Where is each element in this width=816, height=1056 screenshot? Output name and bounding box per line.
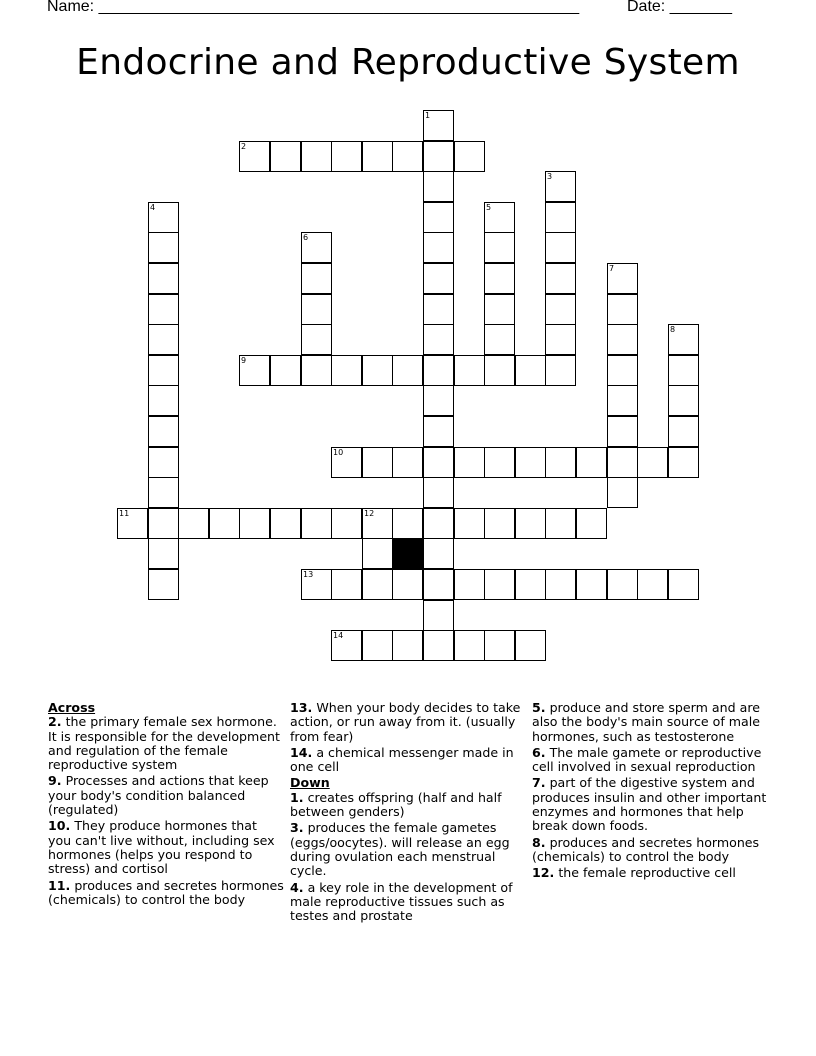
grid-cell[interactable]	[331, 355, 362, 386]
grid-cell[interactable]	[423, 447, 454, 478]
grid-cell[interactable]	[607, 569, 638, 600]
grid-cell[interactable]	[668, 385, 699, 416]
grid-cell[interactable]	[454, 630, 485, 661]
grid-cell[interactable]	[331, 141, 362, 172]
grid-cell[interactable]	[331, 630, 362, 661]
grid-cell[interactable]	[331, 569, 362, 600]
grid-block-cell	[392, 538, 423, 569]
grid-cell[interactable]	[392, 141, 423, 172]
clue-number: 2	[241, 142, 247, 151]
grid-cell[interactable]	[607, 447, 638, 478]
grid-cell[interactable]	[454, 447, 485, 478]
grid-cell[interactable]	[668, 447, 699, 478]
clue-column-1	[48, 701, 284, 909]
grid-cell[interactable]	[545, 202, 576, 233]
grid-cell[interactable]	[392, 630, 423, 661]
grid-cell[interactable]	[545, 324, 576, 355]
grid-cell[interactable]	[607, 263, 638, 294]
grid-cell[interactable]	[392, 355, 423, 386]
grid-cell[interactable]	[576, 447, 607, 478]
grid-cell[interactable]	[209, 508, 240, 539]
grid-cell[interactable]	[423, 508, 454, 539]
grid-cell[interactable]	[148, 202, 179, 233]
grid-cell[interactable]	[148, 263, 179, 294]
grid-cell[interactable]	[392, 508, 423, 539]
grid-cell[interactable]	[484, 263, 515, 294]
page-title: Endocrine and Reproductive System	[76, 42, 740, 83]
clue-down-6: 6. The male gamete or reproductive cell involved in sexual reproduction	[532, 744, 762, 775]
grid-cell[interactable]	[362, 508, 393, 539]
clue-column-2	[290, 701, 526, 925]
grid-cell[interactable]	[484, 324, 515, 355]
clue-down-5: 5. produce and store sperm and are also the body's main source of male hormones, such as testosterone	[532, 700, 760, 744]
clue-column-3	[532, 701, 772, 883]
clue-number: 3	[547, 172, 553, 181]
grid-cell[interactable]	[423, 324, 454, 355]
grid-cell[interactable]	[545, 569, 576, 600]
grid-cell[interactable]	[362, 630, 393, 661]
grid-cell[interactable]	[423, 110, 454, 141]
grid-cell[interactable]	[454, 508, 485, 539]
grid-cell[interactable]	[607, 355, 638, 386]
grid-cell[interactable]	[270, 141, 301, 172]
clue-down-3: 3. produces the female gametes (eggs/oocytes). will release an egg during ovulation each menstrual cycle.	[290, 820, 510, 879]
name-field-label[interactable]: Name: ______________________________________________________	[47, 0, 580, 15]
grid-cell[interactable]	[515, 569, 546, 600]
clue-number: 5	[486, 203, 492, 212]
grid-cell[interactable]	[484, 508, 515, 539]
grid-cell[interactable]	[515, 447, 546, 478]
grid-cell[interactable]	[484, 630, 515, 661]
grid-cell[interactable]	[454, 355, 485, 386]
grid-cell[interactable]	[148, 508, 179, 539]
grid-cell[interactable]	[423, 202, 454, 233]
grid-cell[interactable]	[239, 355, 270, 386]
grid-cell[interactable]	[331, 447, 362, 478]
grid-cell[interactable]	[301, 294, 332, 325]
grid-cell[interactable]	[301, 324, 332, 355]
grid-cell[interactable]	[545, 447, 576, 478]
grid-cell[interactable]	[576, 569, 607, 600]
grid-cell[interactable]	[668, 569, 699, 600]
clue-down-8: 8. produces and secretes hormones (chemicals) to control the body	[532, 834, 760, 864]
grid-cell[interactable]	[362, 141, 393, 172]
grid-cell[interactable]	[423, 538, 454, 569]
grid-cell[interactable]	[545, 232, 576, 263]
grid-cell[interactable]	[545, 294, 576, 325]
grid-cell[interactable]	[484, 355, 515, 386]
grid-cell[interactable]	[148, 477, 179, 508]
grid-cell[interactable]	[178, 508, 209, 539]
grid-cell[interactable]	[148, 538, 179, 569]
clue-number: 8	[670, 325, 676, 334]
grid-cell[interactable]	[239, 141, 270, 172]
grid-cell[interactable]	[668, 355, 699, 386]
grid-cell[interactable]	[239, 508, 270, 539]
grid-cell[interactable]	[148, 385, 179, 416]
grid-cell[interactable]	[148, 324, 179, 355]
grid-cell[interactable]	[607, 324, 638, 355]
down-heading: Down	[290, 775, 330, 791]
grid-cell[interactable]	[484, 447, 515, 478]
grid-cell[interactable]	[484, 294, 515, 325]
clue-number: 12	[364, 509, 375, 518]
grid-cell[interactable]	[637, 569, 668, 600]
clue-down-4: 4. a key role in the development of male reproductive tissues such as testes and prostate	[290, 879, 513, 924]
grid-cell[interactable]	[270, 508, 301, 539]
clue-number: 6	[303, 233, 309, 242]
grid-cell[interactable]	[545, 355, 576, 386]
grid-cell[interactable]	[423, 477, 454, 508]
grid-cell[interactable]	[668, 324, 699, 355]
grid-cell[interactable]	[423, 171, 454, 202]
grid-cell[interactable]	[362, 569, 393, 600]
clue-number: 7	[609, 264, 615, 273]
grid-cell[interactable]	[607, 416, 638, 447]
grid-cell[interactable]	[148, 232, 179, 263]
grid-cell[interactable]	[301, 263, 332, 294]
grid-cell[interactable]	[362, 447, 393, 478]
grid-cell[interactable]	[423, 569, 454, 600]
grid-cell[interactable]	[423, 141, 454, 172]
clue-number: 13	[303, 570, 314, 579]
clue-number: 14	[333, 631, 344, 640]
clue-number: 4	[150, 203, 156, 212]
grid-cell[interactable]	[545, 263, 576, 294]
clue-across-2: 2. the primary female sex hormone. It is responsible for the development and regulation of the female reproductive system	[48, 714, 280, 773]
grid-cell[interactable]	[301, 232, 332, 263]
clue-across-10: 10. They produce hormones that you can't live without, including sex hormones (helps you respond to stress) and cortisol	[48, 818, 275, 877]
clue-number: 1	[425, 111, 431, 120]
grid-cell[interactable]	[607, 294, 638, 325]
grid-cell[interactable]	[423, 355, 454, 386]
grid-cell[interactable]	[545, 171, 576, 202]
grid-cell[interactable]	[148, 569, 179, 600]
grid-cell[interactable]	[362, 538, 393, 569]
grid-cell[interactable]	[392, 569, 423, 600]
across-heading: Across	[48, 700, 96, 715]
clue-across-11: 11. produces and secretes hormones (chemicals) to control the body	[48, 877, 284, 907]
grid-cell[interactable]	[423, 263, 454, 294]
grid-cell[interactable]	[423, 630, 454, 661]
grid-cell[interactable]	[423, 385, 454, 416]
grid-cell[interactable]	[423, 600, 454, 631]
grid-cell[interactable]	[148, 294, 179, 325]
grid-cell[interactable]	[515, 630, 546, 661]
grid-cell[interactable]	[301, 508, 332, 539]
grid-cell[interactable]	[117, 508, 148, 539]
grid-cell[interactable]	[423, 294, 454, 325]
grid-cell[interactable]	[301, 569, 332, 600]
grid-cell[interactable]	[148, 416, 179, 447]
grid-cell[interactable]	[607, 385, 638, 416]
grid-cell[interactable]	[515, 355, 546, 386]
grid-cell[interactable]	[301, 355, 332, 386]
grid-cell[interactable]	[484, 232, 515, 263]
grid-cell[interactable]	[576, 508, 607, 539]
grid-cell[interactable]	[484, 569, 515, 600]
clue-down-7: 7. part of the digestive system and produces insulin and other important enzymes and hormones that help break down foods.	[532, 775, 767, 834]
grid-cell[interactable]	[668, 416, 699, 447]
clue-across-9: 9. Processes and actions that keep your body's condition balanced (regulated)	[48, 773, 269, 818]
clue-across-13: 13. When your body decides to take action, or run away from it. (usually from fear)	[290, 700, 521, 744]
grid-cell[interactable]	[454, 141, 485, 172]
grid-cell[interactable]	[423, 416, 454, 447]
clue-number: 11	[119, 509, 130, 518]
grid-cell[interactable]	[362, 355, 393, 386]
grid-cell[interactable]	[545, 508, 576, 539]
clue-down-12: 12. the female reproductive cell	[532, 865, 736, 881]
grid-cell[interactable]	[515, 508, 546, 539]
grid-cell[interactable]	[423, 232, 454, 263]
grid-cell[interactable]	[607, 477, 638, 508]
clue-across-14: 14. a chemical messenger made in one cell	[290, 744, 514, 775]
grid-cell[interactable]	[148, 447, 179, 478]
grid-cell[interactable]	[392, 447, 423, 478]
grid-cell[interactable]	[637, 447, 668, 478]
grid-cell[interactable]	[454, 569, 485, 600]
grid-cell[interactable]	[301, 141, 332, 172]
grid-cell[interactable]	[484, 202, 515, 233]
clue-down-1: 1. creates offspring (half and half between genders)	[290, 789, 502, 820]
grid-cell[interactable]	[148, 355, 179, 386]
clue-number: 10	[333, 448, 344, 457]
grid-cell[interactable]	[331, 508, 362, 539]
date-field-label[interactable]: Date: _______	[627, 0, 732, 15]
grid-cell[interactable]	[270, 355, 301, 386]
clue-number: 9	[241, 356, 247, 365]
